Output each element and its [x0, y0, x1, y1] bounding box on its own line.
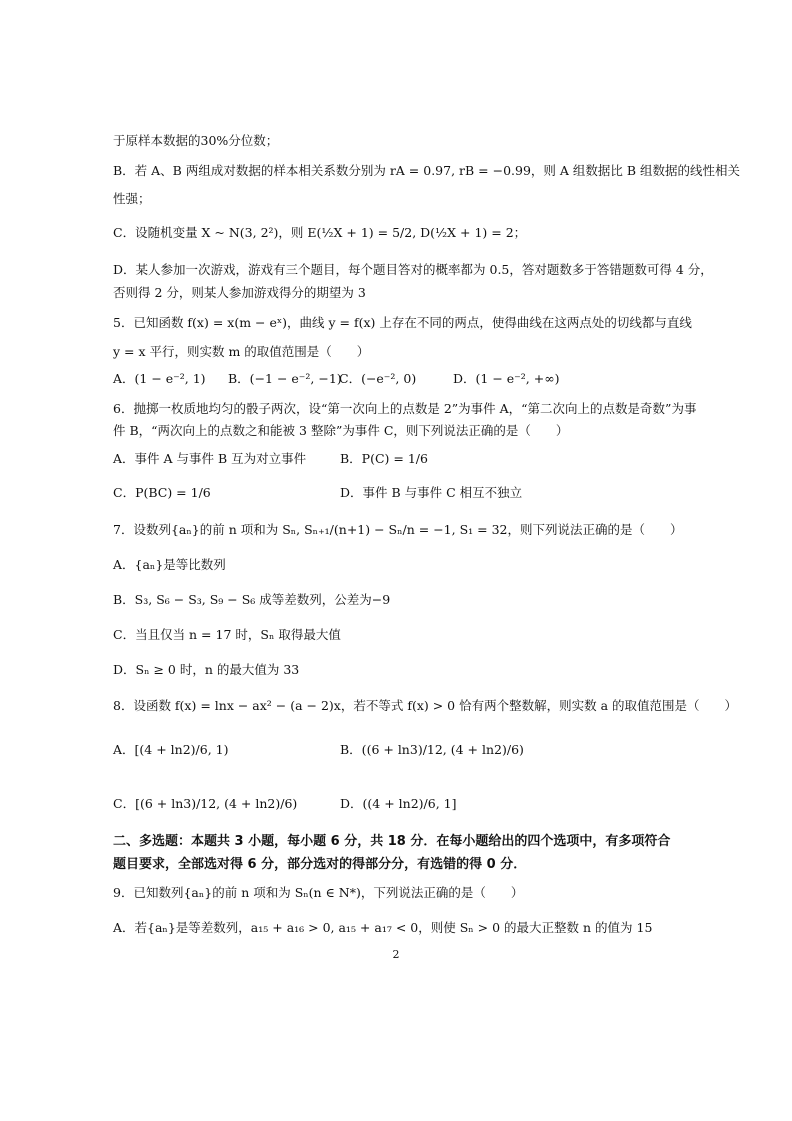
- q6-option-a: A．事件 A 与事件 B 互为对立事件: [113, 451, 307, 466]
- text-line: B．若 A、B 两组成对数据的样本相关系数分别为 rA = 0.97, rB = −0.99，则 A 组数据比 B 组数据的线性相关: [113, 163, 741, 178]
- question-9: 9．已知数列{aₙ}的前 n 项和为 Sₙ(n ∈ N*)，下列说法正确的是（ ）: [113, 885, 524, 900]
- q5-option-c: C．(−e⁻², 0): [339, 371, 417, 386]
- q8-option-a: A．[(4 + ln2)/6, 1): [113, 742, 229, 757]
- q7-option-b: B．S₃, S₆ − S₃, S₉ − S₆ 成等差数列，公差为−9: [113, 592, 391, 607]
- q8-option-b: B．((6 + ln3)/12, (4 + ln2)/6): [340, 742, 524, 757]
- q6-option-b: B．P(C) = 1/6: [340, 451, 428, 466]
- q5-option-a: A．(1 − e⁻², 1): [113, 371, 206, 386]
- question-5-cont: y = x 平行，则实数 m 的取值范围是（ ）: [113, 344, 370, 359]
- question-6-cont: 件 B，“两次向上的点数之和能被 3 整除”为事件 C，则下列说法正确的是（ ）: [113, 423, 569, 438]
- text-line: C．设随机变量 X ~ N(3, 2²)，则 E(½X + 1) = 5/2, D(½X + 1) = 2；: [113, 225, 527, 240]
- q8-option-d: D．((4 + ln2)/6, 1]: [340, 796, 457, 811]
- question-8: 8．设函数 f(x) = lnx − ax² − (a − 2)x，若不等式 f(x) > 0 恰有两个整数解，则实数 a 的取值范围是（ ）: [113, 698, 738, 713]
- q5-option-b: B．(−1 − e⁻², −1): [228, 371, 342, 386]
- section-2-heading-cont: 题目要求，全部选对得 6 分，部分选对的得部分分，有选错的得 0 分．: [113, 857, 527, 872]
- question-6: 6．抛掷一枚质地均匀的骰子两次，设“第一次向上的点数是 2”为事件 A，“第二次向上的点数是奇数”为事: [113, 401, 697, 416]
- q5-option-d: D．(1 − e⁻², +∞): [453, 371, 560, 386]
- question-7: 7．设数列{aₙ}的前 n 项和为 Sₙ, Sₙ₊₁/(n+1) − Sₙ/n = −1, S₁ = 32，则下列说法正确的是（ ）: [113, 522, 683, 537]
- q8-option-c: C．[(6 + ln3)/12, (4 + ln2)/6): [113, 796, 298, 811]
- text-line: D．某人参加一次游戏，游戏有三个题目，每个题目答对的概率都为 0.5，答对题数多于答错题数可得 4 分，: [113, 262, 713, 277]
- q6-option-d: D．事件 B 与事件 C 相互不独立: [340, 485, 523, 500]
- text-line: 否则得 2 分，则某人参加游戏得分的期望为 3: [113, 285, 366, 300]
- q9-option-a: A．若{aₙ}是等差数列，a₁₅ + a₁₆ > 0, a₁₅ + a₁₇ < 0，则使 Sₙ > 0 的最大正整数 n 的值为 15: [113, 920, 653, 935]
- q7-option-a: A．{aₙ}是等比数列: [113, 557, 226, 572]
- text-line: 于原样本数据的30%分位数；: [113, 133, 279, 148]
- text-line: 性强；: [113, 191, 151, 206]
- q7-option-d: D．Sₙ ≥ 0 时，n 的最大值为 33: [113, 662, 300, 677]
- section-2-heading: 二、多选题：本题共 3 小题，每小题 6 分，共 18 分．在每小题给出的四个选项中，有多项符合: [113, 834, 671, 849]
- page-number: 2: [392, 948, 400, 961]
- q7-option-c: C．当且仅当 n = 17 时，Sₙ 取得最大值: [113, 627, 341, 642]
- q6-option-c: C．P(BC) = 1/6: [113, 485, 211, 500]
- question-5: 5．已知函数 f(x) = x(m − eˣ)，曲线 y = f(x) 上存在不同的两点，使得曲线在这两点处的切线都与直线: [113, 315, 692, 330]
